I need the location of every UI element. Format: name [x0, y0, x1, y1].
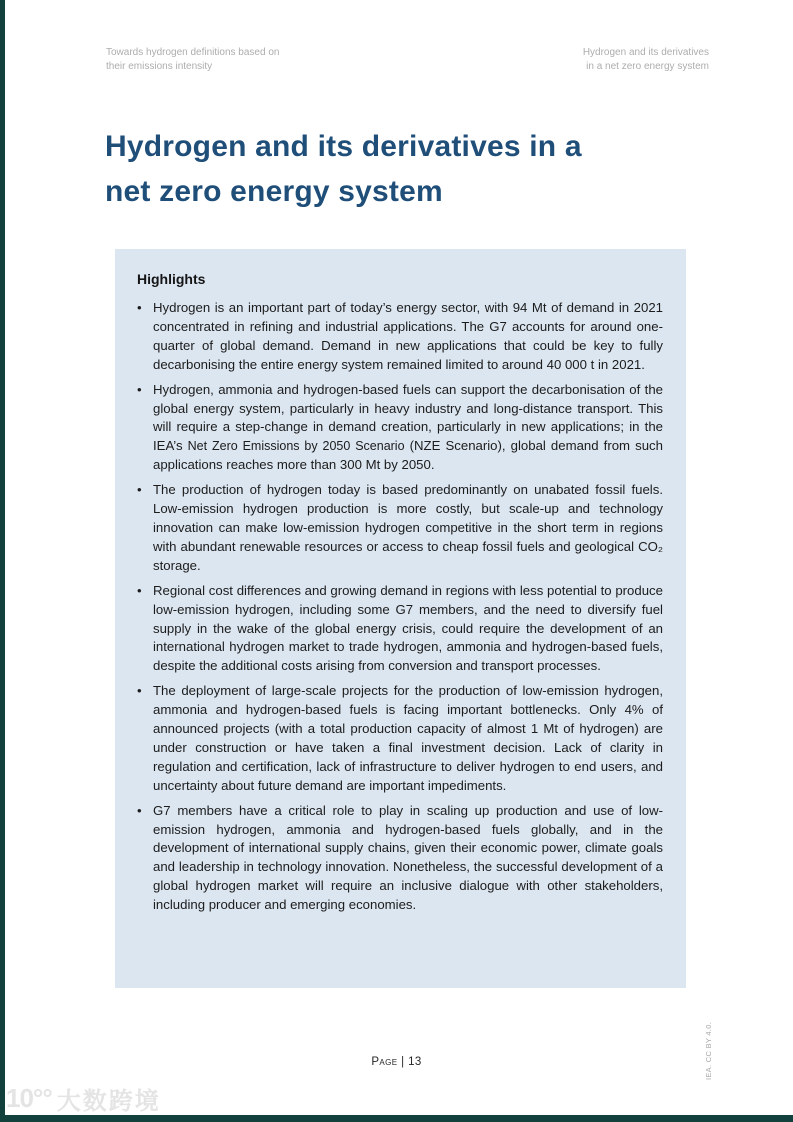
page-title: [105, 124, 725, 214]
bullet-marker-icon: •: [137, 300, 142, 315]
bullet-text: G7 members have a critical role to play in scaling up production and use of low-emission hydrogen, ammonia and hydrogen-based fuels globally, and in the development of international supply chains, given their economic power, climate goals and leadership in technology innovation. Nonetheless, the successful development of a global hydrogen market will require an inclusive dialogue with other stakeholders, including producer and emerging economies.: [153, 802, 663, 913]
bullet-text: (NZE Scenario), global demand from such applications reaches more than 300 Mt by 2050.: [153, 438, 663, 473]
bullet-text: Hydrogen is an important part of today’s energy sector, with 94 Mt of demand in 2021 concentrated in refining and industrial applications. The G7 accounts for around one-quarter of global demand. Demand in new applications that could be key to fully decarbonising the entire energy system remained limited to around 40 000 t in 2021.: [153, 300, 663, 372]
bullet-marker-icon: •: [137, 802, 142, 818]
bullet-text: The production of hydrogen today is based predominantly on unabated fossil fuels. Low-emission hydrogen production is more costly, but scale-up and technology innovation can make low-emission hydrogen competitive in the short term in regions with abundant renewable resources or access to cheap fossil fuels and geological CO₂ storage.: [153, 482, 663, 573]
bullet-text: Regional cost differences and growing demand in regions with less potential to produce low-emission hydrogen, including some G7 members, and the need to diversify fuel supply in the wake of the global energy crisis, could require the development of an international hydrogen market to trade hydrogen, ammonia and hydrogen-based fuels, despite the additional costs arising from conversion and transport processes.: [153, 582, 663, 674]
bullet-marker-icon: •: [137, 582, 142, 598]
bullet-marker-icon: •: [137, 683, 142, 699]
page-title-line2: net zero energy system: [105, 175, 443, 209]
bullet-text: Net Zero Emissions by 2050 Scenario: [187, 439, 405, 454]
running-header-left-line2: their emissions intensity: [106, 60, 213, 72]
highlight-bullet: [137, 299, 663, 375]
bullet-marker-icon: •: [137, 381, 142, 397]
page-edge-bottom: [0, 1115, 793, 1122]
watermark: [6, 1081, 161, 1116]
page-number: Page | 13: [371, 1056, 422, 1068]
running-header-left-line1: Towards hydrogen definitions based on: [106, 47, 280, 58]
running-header-right-line1: Hydrogen and its derivatives: [582, 47, 709, 58]
page-edge-left: [0, 0, 5, 1122]
highlight-bullet: [137, 582, 663, 677]
highlight-bullet: [137, 481, 663, 576]
licence-label: IEA. CC BY 4.0.: [704, 1021, 713, 1080]
highlight-bullet: [137, 381, 663, 476]
running-header: [106, 46, 709, 73]
running-header-left: [106, 46, 279, 73]
highlight-bullet: [137, 802, 663, 915]
highlights-box: [115, 249, 686, 988]
watermark-name: 大数跨境: [56, 1088, 161, 1115]
running-header-right: [583, 46, 709, 73]
bullet-text: The deployment of large-scale projects for the production of low-emission hydrogen, ammonia and hydrogen-based fuels is facing important bottlenecks. Only 4% of announced projects (with a total production capacity of almost 1 Mt of hydrogen) are under construction or have taken a final investment decision. Lack of clarity in regulation and certification, lack of infrastructure to deliver hydrogen to end users, and uncertainty about future demand are important impediments.: [153, 683, 663, 793]
highlights-list: [137, 299, 663, 915]
watermark-logo-icon: 10°°: [6, 1083, 52, 1113]
bullet-marker-icon: •: [137, 482, 142, 498]
highlight-bullet: [137, 682, 663, 795]
highlights-heading: Highlights: [137, 271, 206, 287]
running-header-right-line2: in a net zero energy system: [586, 60, 709, 72]
bullet-text: Hydrogen, ammonia and hydrogen-based fuels can support the decarbonisation of the global energy system, particularly in heavy industry and long-distance transport. This will require a step-change in demand creation, particularly in new applications; in the IEA’s: [153, 381, 663, 454]
page-title-line1: Hydrogen and its derivatives in a: [105, 130, 582, 164]
